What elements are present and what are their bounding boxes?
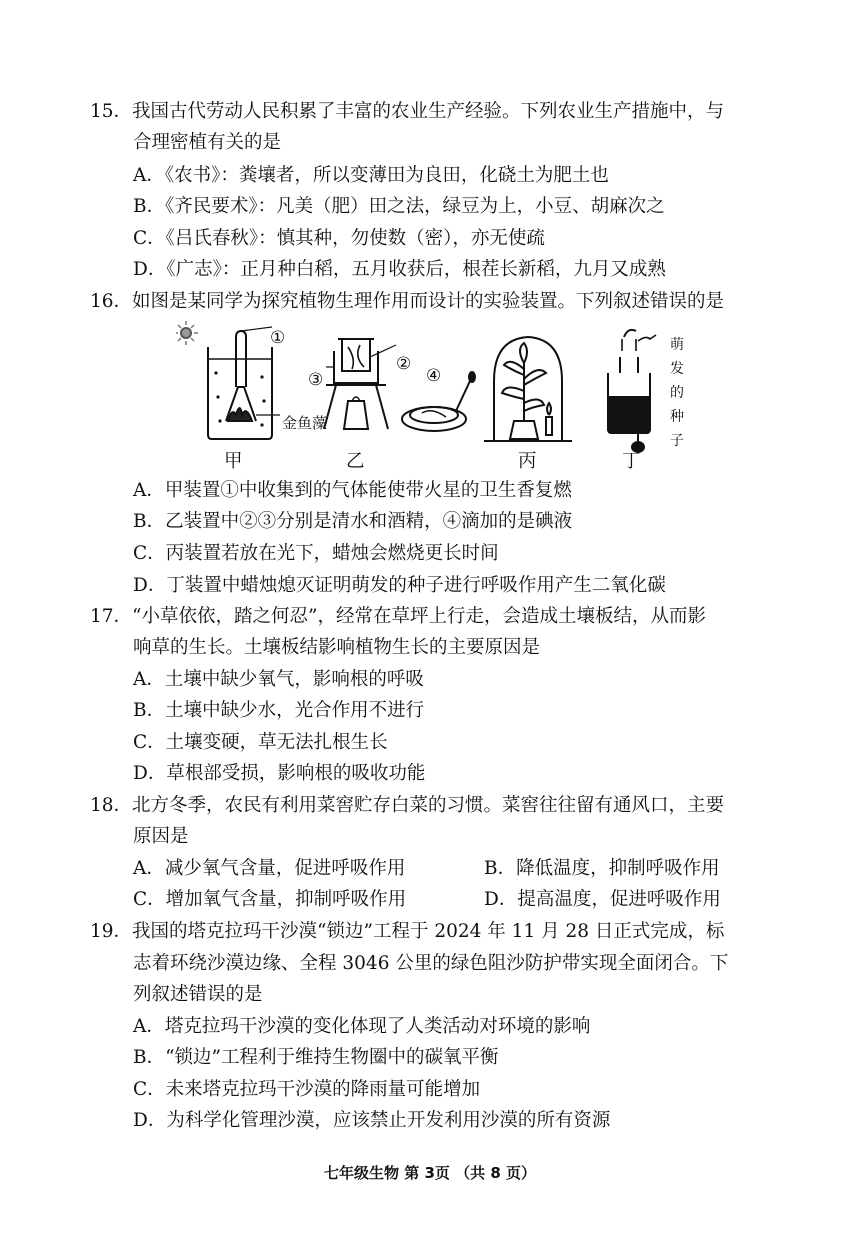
q18-option-a: A．减少氧气含量，促进呼吸作用 [133,858,406,879]
q19-option-b: B．“锁边”工程利于维持生物圈中的碳氧平衡 [133,1047,499,1068]
page-footer: 七年级生物 第 3页 （共 8 页） [324,1164,536,1182]
label-ding: 丁 [622,451,641,472]
q16-option-a: A．甲装置①中收集到的气体能使带火星的卫生香复燃 [133,480,572,501]
label-yi: 乙 [346,451,365,472]
q18-stem-line1: 18．北方冬季，农民有利用菜窖贮存白菜的习惯。菜窖往往留有通风口，主要 [90,795,725,816]
goldfish-weed-label: 金鱼藻 [282,414,328,432]
seed-char-1: 萌 [670,337,684,353]
q18-stem-line2: 原因是 [133,826,189,847]
q15-option-b: B．《齐民要术》：凡美（肥）田之法，绿豆为上，小豆、胡麻次之 [133,196,665,217]
q16-option-d: D．丁装置中蜡烛熄灭证明萌发的种子进行呼吸作用产生二氧化碳 [133,575,666,596]
q18-option-c: C．增加氧气含量，抑制呼吸作用 [133,889,407,910]
q18-option-d: D．提高温度，促进呼吸作用 [484,889,721,910]
label-jia: 甲 [224,451,243,472]
apparatus-jia [176,321,280,439]
q15-stem-line2: 合理密植有关的是 [133,132,282,153]
q19-stem-line3: 列叙述错误的是 [133,984,263,1005]
q18-option-b: B．降低温度，抑制呼吸作用 [484,858,720,879]
q17-option-d: D．草根部受损，影响根的吸收功能 [133,763,426,784]
seed-char-3: 的 [670,385,684,401]
q19-stem-line1: 19．我国的塔克拉玛干沙漠“锁边”工程于 2024 年 11 月 28 日正式完成，标 [90,921,725,942]
q15-option-c: C．《吕氏春秋》：慎其种，勿使数（密），亦无使疏 [133,228,545,249]
q16-option-b: B．乙装置中②③分别是清水和酒精，④滴加的是碘液 [133,511,573,532]
marker-1: ① [270,328,286,348]
q15-stem-line1: 15．我国古代劳动人民积累了丰富的农业生产经验。下列农业生产措施中，与 [90,101,725,122]
q19-option-c: C．未来塔克拉玛干沙漠的降雨量可能增加 [133,1079,481,1100]
q19-stem-line2: 志着环绕沙漠边缘、全程 3046 公里的绿色阻沙防护带实现全面闭合。下 [133,953,729,974]
marker-2: ② [396,354,412,374]
label-bing: 丙 [518,451,537,472]
q16-experiment-figure [176,317,696,477]
seed-char-4: 种 [670,409,684,425]
q17-option-a: A．土壤中缺少氧气，影响根的呼吸 [133,669,424,690]
q15-option-d: D．《广志》：正月种白稻，五月收获后，根茬长新稻，九月又成熟 [133,259,666,280]
q19-option-d: D．为科学化管理沙漠，应该禁止开发利用沙漠的所有资源 [133,1110,611,1131]
marker-3: ③ [308,370,324,390]
q17-option-c: C．土壤变硬，草无法扎根生长 [133,732,388,753]
q16-stem: 16．如图是某同学为探究植物生理作用而设计的实验装置。下列叙述错误的是 [90,291,725,312]
marker-4: ④ [426,366,442,386]
q17-stem-line2: 响草的生长。土壤板结影响植物生长的主要原因是 [133,637,541,658]
experiment-apparatus-drawing [176,317,696,477]
apparatus-ding [608,330,656,452]
q15-option-a: A．《农书》：粪壤者，所以变薄田为良田，化硗土为肥土也 [133,165,609,186]
q17-stem-line1: 17．“小草依依，踏之何忍”，经常在草坪上行走，会造成土壤板结，从而影 [90,606,706,627]
seed-char-5: 子 [670,433,684,449]
q19-option-a: A．塔克拉玛干沙漠的变化体现了人类活动对环境的影响 [133,1016,591,1037]
apparatus-yi [324,339,396,429]
apparatus-bing [484,337,572,441]
q17-option-b: B．土壤中缺少水，光合作用不进行 [133,700,425,721]
seed-char-2: 发 [670,361,684,377]
q16-option-c: C．丙装置若放在光下，蜡烛会燃烧更长时间 [133,543,499,564]
